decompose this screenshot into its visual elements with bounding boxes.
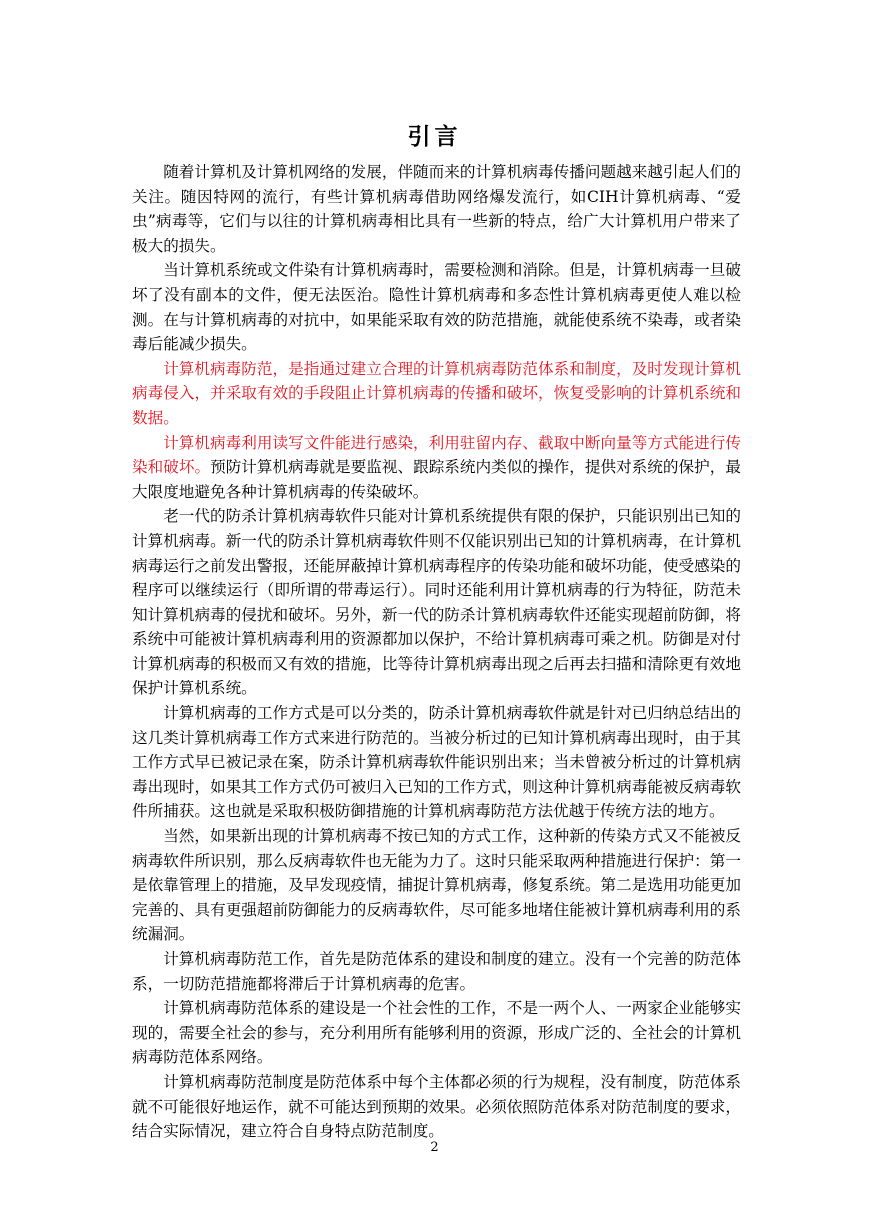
paragraph-text: 当计算机系统或文件染有计算机病毒时，需要检测和消除。但是，计算机病毒一旦破坏了没有副本的文件，便无法医治。隐性计算机病毒和多态性计算机病毒更使人难以检测。在与计算机病毒的对抗中，如果能采取有效的防范措施，就能使系统不染毒，或者染毒后能减少损失。: [132, 261, 741, 354]
paragraph-text: 计算机病毒防范体系的建设是一个社会性的工作，不是一两个人、一两家企业能够实现的，需要全社会的参与，充分利用所有能够利用的资源，形成广泛的、全社会的计算机病毒防范体系网络。: [132, 999, 741, 1067]
paragraph-7: [132, 824, 741, 947]
highlighted-text: 计算机病毒防范，是指通过建立合理的计算机病毒防范体系和制度，及时发现计算机病毒侵入，并采取有效的手段阻止计算机病毒的传播和破坏，恢复受影响的计算机系统和数据。: [132, 359, 741, 427]
page-title: 引言: [407, 123, 462, 150]
paragraph-2: [132, 258, 741, 356]
paragraph-5: [132, 504, 741, 701]
paragraph-3: [132, 357, 741, 431]
paragraph-text: 随着计算机及计算机网络的发展，伴随而来的计算机病毒传播问题越来越引起人们的关注。随因特网的流行，有些计算机病毒借助网络爆发流行，如CIH计算机病毒、“爱虫”病毒等，它们与以往的计算机病毒相比具有一些新的特点，给广大计算机用户带来了极大的损失。: [132, 163, 741, 255]
paragraph-1: [132, 160, 741, 258]
paragraph-text: 计算机病毒防范制度是防范体系中每个主体都必须的行为规程，没有制度，防范体系就不可能很好地运作，就不可能达到预期的效果。必须依照防范体系对防范制度的要求，结合实际情况，建立符合自身特点防范制度。: [132, 1072, 741, 1141]
paragraph-10: [132, 1070, 741, 1144]
paragraph-8: [132, 947, 741, 996]
page-number: 2: [430, 1140, 439, 1155]
paragraph-text: 计算机病毒防范工作，首先是防范体系的建设和制度的建立。没有一个完善的防范体系，一切防范措施都将滞后于计算机病毒的危害。: [132, 950, 741, 993]
paragraph-text: 老一代的防杀计算机病毒软件只能对计算机系统提供有限的保护，只能识别出已知的计算机病毒。新一代的防杀计算机病毒软件则不仅能识别出已知的计算机病毒，在计算机病毒运行之前发出警报，还能屏蔽掉计算机病毒程序的传染功能和破坏功能，使受感染的程序可以继续运行（即所谓的带毒运行）。同时还能利用计算机病毒的行为特征，防范未知计算机病毒的侵扰和破坏。另外，新一代的防杀计算机病毒软件还能实现超前防御，将系统中可能被计算机病毒利用的资源都加以保护，不给计算机病毒可乘之机。防御是对付计算机病毒的积极而又有效的措施，比等待计算机病毒出现之后再去扫描和清除更有效地保护计算机系统。: [132, 507, 741, 698]
paragraph-text: 计算机病毒的工作方式是可以分类的，防杀计算机病毒软件就是针对已归纳总结出的这几类计算机病毒工作方式来进行防范的。当被分析过的已知计算机病毒出现时，由于其工作方式早已被记录在案，防杀计算机病毒软件能识别出来；当未曾被分析过的计算机病毒出现时，如果其工作方式仍可被归入已知的工作方式，则这种计算机病毒能被反病毒软件所捕获。这也就是采取积极防御措施的计算机病毒防范方法优越于传统方法的地方。: [132, 704, 741, 821]
paragraph-6: [132, 701, 741, 824]
paragraph-4: [132, 431, 741, 505]
highlighted-text: 计算机病毒利用读写文件能进行感染，利用驻留内存、截取中断向量等方式能进行传染和破坏。: [132, 433, 741, 477]
paragraph-text: 当然，如果新出现的计算机病毒不按已知的方式工作，这种新的传染方式又不能被反病毒软件所识别，那么反病毒软件也无能为力了。这时只能采取两种措施进行保护：第一是依靠管理上的措施，及早发现疫情，捕捉计算机病毒，修复系统。第二是选用功能更加完善的、具有更强超前防御能力的反病毒软件，尽可能多地堵住能被计算机病毒利用的系统漏洞。: [132, 827, 741, 944]
paragraph-text: 预防计算机病毒就是要监视、跟踪系统内类似的操作，提供对系统的保护，最大限度地避免各种计算机病毒的传染破坏。: [132, 458, 741, 501]
paragraph-9: [132, 996, 741, 1070]
body-text: [132, 160, 741, 1144]
